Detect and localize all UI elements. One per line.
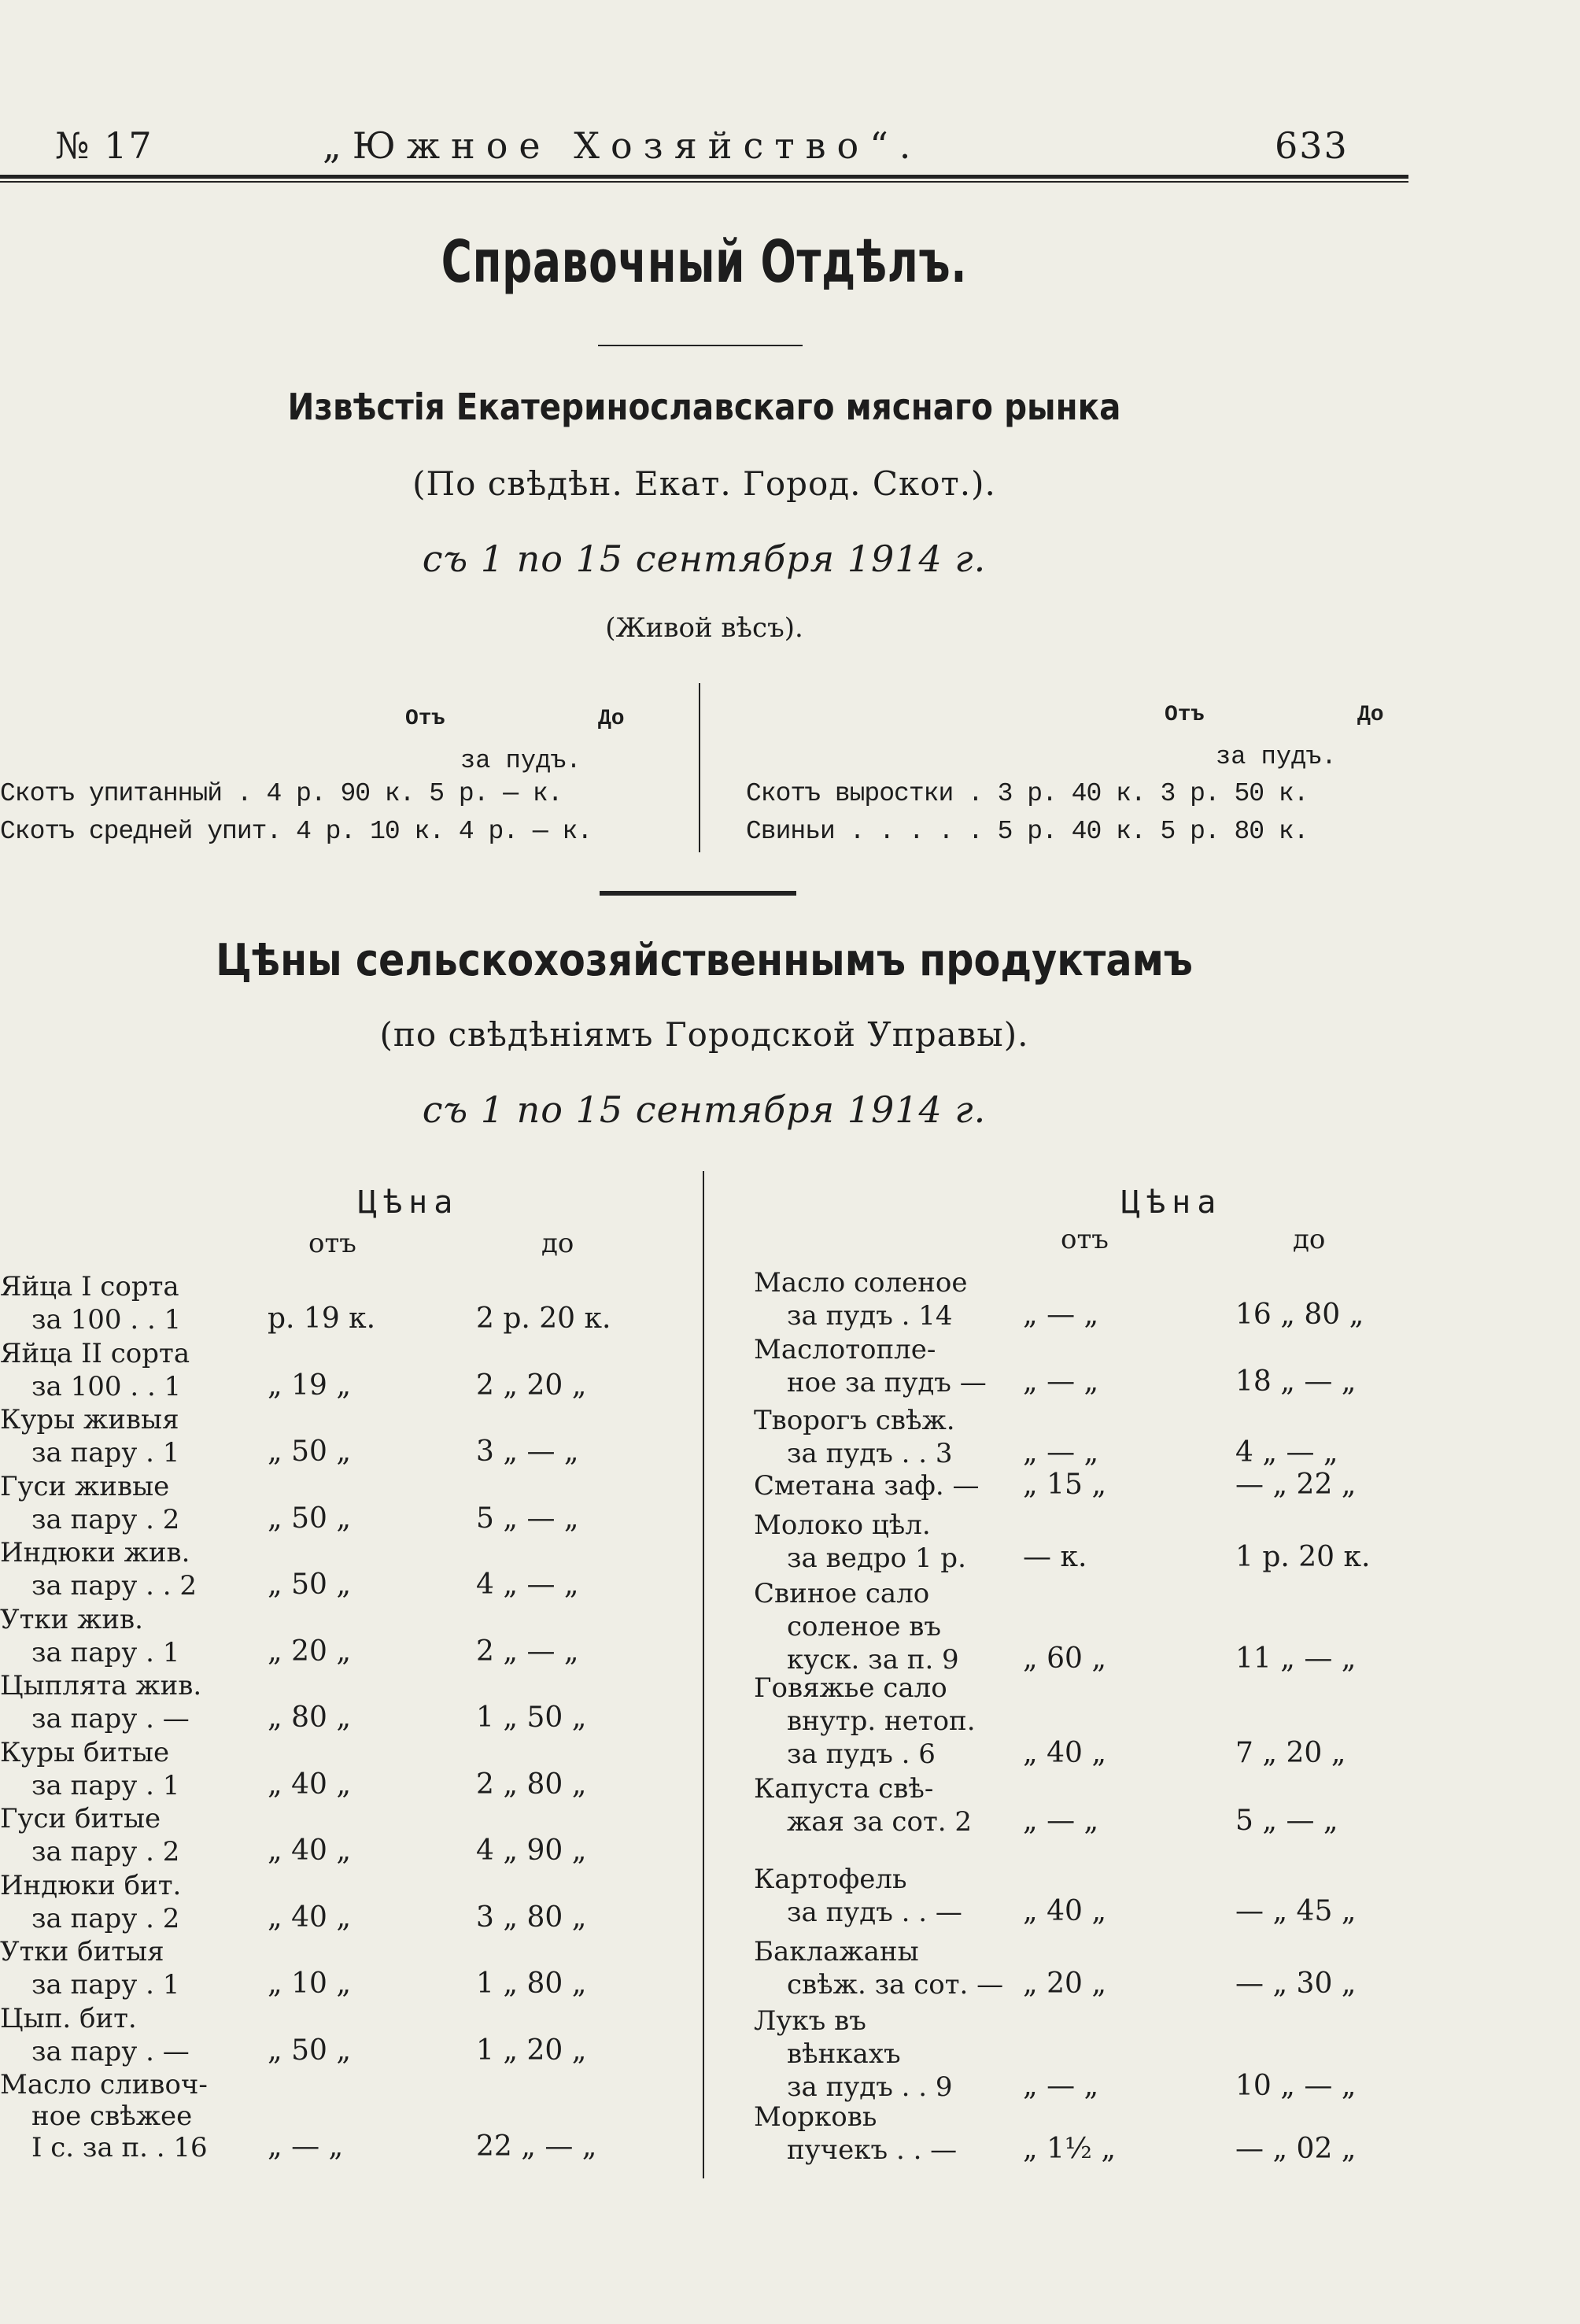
price-from: „ 80 „: [268, 1701, 351, 1734]
price-item-unit: за пудъ . 6: [787, 1738, 936, 1770]
price-item-unit: за ведро 1 р.: [787, 1543, 966, 1574]
price-item-unit: I с. за п. . 16: [31, 2132, 208, 2163]
price-to: 2 „ 20 „: [476, 1369, 587, 1402]
price-item-unit: куск. за п. 9: [787, 1644, 959, 1676]
price-from: „ 50 „: [268, 1568, 351, 1601]
price-item-name: Куры битые: [0, 1736, 170, 1768]
price-item-name: Гуси живые: [0, 1470, 170, 1502]
title-divider: [598, 345, 803, 346]
price-item-unit: за пару . 2: [31, 1836, 180, 1868]
price-item-name-cont: внутр. нетоп.: [787, 1705, 976, 1737]
price-from: „ 10 „: [268, 1967, 351, 2000]
price-to: 2 „ — „: [476, 1635, 579, 1668]
price-to: 1 р. 20 к.: [1235, 1541, 1371, 1573]
price-col-to-left: до: [541, 1228, 574, 1259]
price-col-to-right: до: [1293, 1224, 1326, 1255]
price-item-name: Лукъ въ: [754, 2005, 866, 2037]
price-from: — к.: [1023, 1541, 1087, 1573]
price-col-from-left: отъ: [308, 1228, 356, 1259]
meat-col-from-right: Отъ: [1165, 703, 1205, 727]
price-item-unit: за пару . —: [31, 1703, 190, 1735]
price-item-unit: за пару . 2: [31, 1503, 180, 1535]
price-from: „ 20 „: [1023, 1967, 1106, 2000]
price-item-unit: за пудъ . . 9: [787, 2071, 953, 2103]
price-item-name: Цып. бит.: [0, 2002, 137, 2034]
price-from: „ — „: [1023, 1299, 1099, 1331]
meat-col-to-left: До: [598, 707, 625, 731]
price-item-unit: за пару . 1: [31, 1437, 180, 1469]
price-from: „ 50 „: [268, 1435, 351, 1468]
price-item-unit: жая за сот. 2: [787, 1806, 972, 1838]
price-item-unit: свѣж. за сот. —: [787, 1969, 1004, 2001]
price-from: „ 40 „: [1023, 1895, 1106, 1927]
meat-row: Скотъ средней упит. 4 р. 10 к. 4 р. — к.: [0, 817, 592, 846]
meat-row: Свиньи . . . . . 5 р. 40 к. 5 р. 80 к.: [746, 817, 1309, 846]
meat-row: Скотъ выростки . 3 р. 40 к. 3 р. 50 к.: [746, 779, 1309, 808]
price-from: „ 20 „: [268, 1635, 351, 1668]
price-to: — „ 22 „: [1235, 1469, 1357, 1501]
meat-period: съ 1 по 15 сентября 1914 г.: [422, 538, 987, 580]
price-from: „ — „: [1023, 1805, 1099, 1837]
meat-column-divider: [699, 683, 700, 852]
issue-number: № 17: [55, 124, 153, 167]
price-item-name: Молоко цѣл.: [754, 1509, 931, 1541]
price-item-name: Утки жив.: [0, 1603, 143, 1635]
price-to: 22 „ — „: [476, 2130, 597, 2163]
price-item-unit: за пару . 2: [31, 1902, 180, 1934]
price-head-right: Цѣна: [1121, 1184, 1223, 1221]
price-to: 4 „ — „: [1235, 1436, 1338, 1469]
price-item-unit: за пудъ . 14: [787, 1300, 953, 1332]
price-item-unit: за пару . 1: [31, 1769, 180, 1801]
price-to: — „ 30 „: [1235, 1967, 1357, 2000]
price-item-name: Индюки бит.: [0, 1869, 182, 1901]
price-to: 1 „ 20 „: [476, 2034, 587, 2067]
price-item-name: Свиное сало: [754, 1578, 930, 1609]
price-to: 5 „ — „: [476, 1502, 579, 1535]
price-to: — „ 02 „: [1235, 2133, 1357, 2165]
header-rule: [0, 175, 1408, 179]
price-item-name: Гуси битые: [0, 1803, 161, 1834]
price-item-name-cont: ное свѣжее: [31, 2100, 193, 2132]
price-from: „ 19 „: [268, 1369, 351, 1402]
price-item-name: Масло соленое: [754, 1267, 968, 1299]
price-item-name: Морковь: [754, 2101, 877, 2133]
meat-unit-right: за пудъ.: [1216, 742, 1337, 771]
meat-unit-left: за пудъ.: [460, 746, 581, 775]
price-from: „ 60 „: [1023, 1642, 1106, 1675]
price-item-name: Капуста свѣ-: [754, 1773, 934, 1805]
price-item-unit: за пару . —: [31, 2035, 190, 2067]
price-to: 2 р. 20 к.: [476, 1302, 611, 1335]
price-to: 4 „ 90 „: [476, 1834, 587, 1867]
price-to: 4 „ — „: [476, 1568, 579, 1601]
price-item-name: Яйца I сорта: [0, 1271, 179, 1302]
page-number: 633: [1275, 124, 1349, 167]
price-item-unit: за пару . . 2: [31, 1570, 197, 1602]
price-from: „ 50 „: [268, 2034, 351, 2067]
price-item-name: Куры живыя: [0, 1404, 179, 1435]
price-from: „ — „: [1023, 1365, 1099, 1398]
meat-market-title: Извѣстія Екатеринославскаго мяснаго рынка: [287, 386, 1121, 428]
price-from: „ — „: [268, 2130, 344, 2163]
price-to: 7 „ 20 „: [1235, 1737, 1346, 1769]
price-to: 3 „ 80 „: [476, 1901, 587, 1934]
prices-period: съ 1 по 15 сентября 1914 г.: [422, 1088, 987, 1131]
price-from: „ 40 „: [1023, 1737, 1106, 1769]
price-from: р. 19 к.: [268, 1302, 376, 1335]
prices-title: Цѣны сельскохозяйственнымъ продуктамъ: [216, 935, 1193, 986]
price-from: „ 40 „: [268, 1834, 351, 1867]
price-item-unit: за пудъ . . 3: [787, 1438, 953, 1469]
price-head-left: Цѣна: [358, 1184, 460, 1221]
price-item-name: Цыплята жив.: [0, 1670, 202, 1701]
meat-col-to-right: До: [1357, 703, 1384, 727]
meat-source: (По свѣдѣн. Екат. Город. Скот.).: [412, 464, 996, 503]
price-from: „ 40 „: [268, 1901, 351, 1934]
price-item-name: Картофель: [754, 1864, 907, 1895]
price-from: „ 15 „: [1023, 1469, 1106, 1501]
price-item-unit: за пудъ . . —: [787, 1897, 962, 1928]
price-item-name: Масло сливоч-: [0, 2069, 208, 2100]
journal-title: „Южное Хозяйство“.: [323, 124, 922, 167]
meat-note: (Живой вѣсъ).: [605, 612, 803, 644]
price-to: 18 „ — „: [1235, 1365, 1357, 1398]
price-item-name: Утки битыя: [0, 1936, 164, 1967]
price-to: 1 „ 80 „: [476, 1967, 587, 2000]
section-title: Справочный Отдѣлъ.: [441, 228, 968, 296]
price-to: — „ 45 „: [1235, 1895, 1357, 1927]
price-col-from-right: отъ: [1061, 1224, 1109, 1255]
price-item-unit: Сметана заф. —: [754, 1470, 980, 1502]
price-item-name: Яйца II сорта: [0, 1337, 190, 1369]
prices-column-divider: [703, 1171, 704, 2178]
price-item-unit: за пару . 1: [31, 1636, 180, 1668]
price-item-unit: за пару . 1: [31, 1969, 180, 2001]
header-rule-thin: [0, 181, 1408, 183]
price-from: „ 50 „: [268, 1502, 351, 1535]
price-item-unit: ное за пудъ —: [787, 1367, 987, 1398]
price-item-name: Баклажаны: [754, 1936, 919, 1967]
price-item-name: Творогъ свѣж.: [754, 1405, 955, 1436]
price-item-name: Индюки жив.: [0, 1537, 190, 1568]
price-from: „ — „: [1023, 1436, 1099, 1469]
price-to: 10 „ — „: [1235, 2070, 1357, 2102]
price-item-unit: за 100 . . 1: [31, 1304, 182, 1336]
price-item-name-cont: вѣнкахъ: [787, 2038, 901, 2070]
meat-col-from-left: Отъ: [405, 707, 445, 731]
price-from: „ 1½ „: [1023, 2133, 1116, 2165]
price-item-unit: пучекъ . . —: [787, 2134, 958, 2166]
price-from: „ — „: [1023, 2070, 1099, 2102]
price-to: 11 „ — „: [1235, 1642, 1357, 1675]
prices-source: (по свѣдѣніямъ Городской Управы).: [379, 1015, 1029, 1054]
price-item-name-cont: соленое въ: [787, 1611, 942, 1642]
price-item-unit: за 100 . . 1: [31, 1370, 182, 1402]
section-divider: [600, 891, 796, 896]
price-item-name: Маслотопле-: [754, 1334, 936, 1365]
price-to: 3 „ — „: [476, 1435, 579, 1468]
price-from: „ 40 „: [268, 1768, 351, 1801]
meat-row: Скотъ упитанный . 4 р. 90 к. 5 р. — к.: [0, 779, 563, 808]
price-to: 1 „ 50 „: [476, 1701, 587, 1734]
price-item-name: Говяжье сало: [754, 1672, 947, 1704]
price-to: 2 „ 80 „: [476, 1768, 587, 1801]
price-to: 16 „ 80 „: [1235, 1299, 1364, 1331]
price-to: 5 „ — „: [1235, 1805, 1338, 1837]
